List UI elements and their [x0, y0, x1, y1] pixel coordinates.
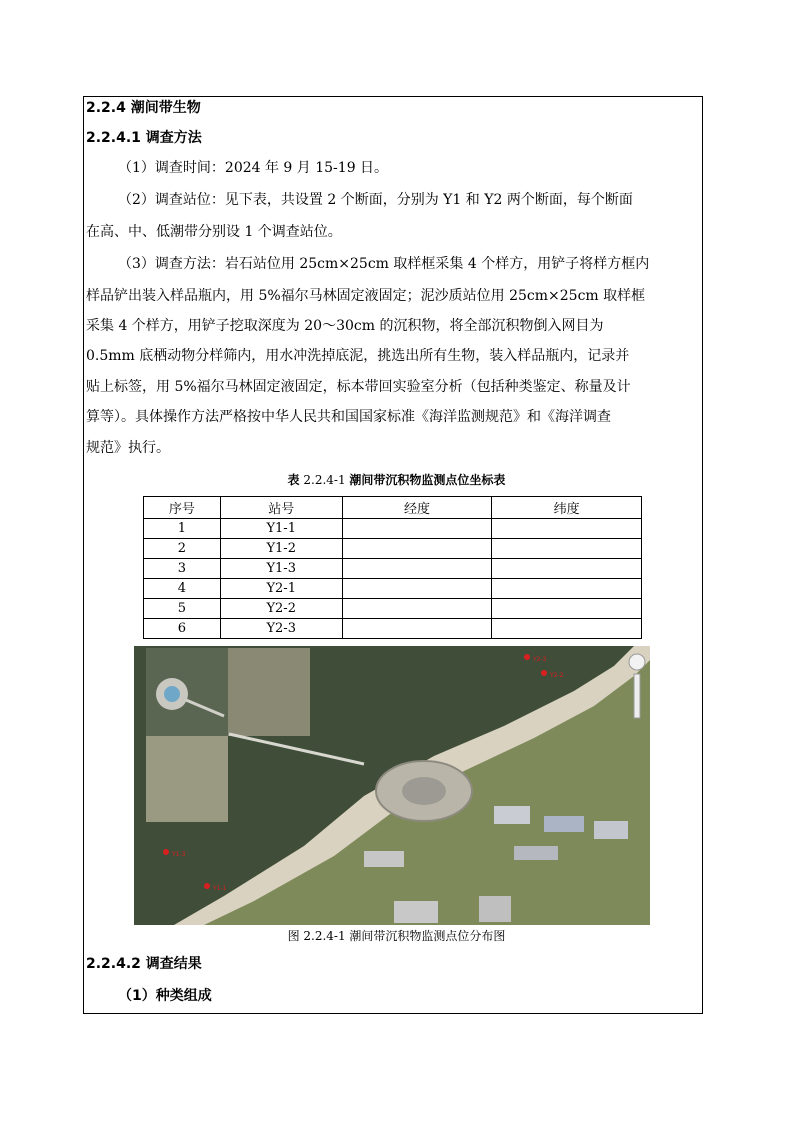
cell-latitude	[492, 579, 642, 599]
cell-station: Y1-2	[220, 539, 342, 559]
survey-method-text-5: 贴上标签，用 5%福尔马林固定液固定，标本带回实验室分析（包括种类鉴定、称量及计	[86, 379, 631, 395]
survey-method-text-4: 0.5mm 底栖动物分样筛内，用水冲洗掉底泥，挑选出所有生物，装入样品瓶内，记录并	[86, 348, 630, 364]
cell-station: Y2-2	[220, 599, 342, 619]
table-row	[144, 599, 642, 619]
cell-index: 2	[144, 539, 221, 559]
building-block	[394, 901, 438, 923]
cell-station: Y1-3	[220, 559, 342, 579]
section-heading: 2.2.4 潮间带生物	[86, 100, 201, 116]
cell-latitude	[492, 619, 642, 639]
figure-caption: 图 2.2.4-1 潮间带沉积物监测点位分布图	[287, 929, 506, 943]
cell-longitude	[342, 599, 492, 619]
table-caption	[0, 472, 793, 488]
cell-longitude	[342, 539, 492, 559]
coordinates-table	[143, 496, 642, 639]
marker-label: Y1-1	[213, 885, 227, 892]
table-row	[144, 619, 642, 639]
map-pin-icon	[204, 883, 210, 889]
species-composition-heading: （1）种类组成	[118, 988, 212, 1004]
cell-index: 3	[144, 559, 221, 579]
building-block	[514, 846, 558, 860]
cell-longitude	[342, 619, 492, 639]
table-header-row	[144, 497, 642, 519]
cell-index: 6	[144, 619, 221, 639]
cell-longitude	[342, 579, 492, 599]
building-block	[364, 851, 404, 867]
building-block	[479, 896, 511, 922]
cell-station: Y1-1	[220, 519, 342, 539]
header-longitude: 经度	[342, 497, 492, 519]
subsection-results-heading: 2.2.4.2 调查结果	[86, 956, 202, 972]
cell-longitude	[342, 519, 492, 539]
header-index: 序号	[144, 497, 221, 519]
survey-method-text-1: （3）调查方法：岩石站位用 25cm×25cm 取样框采集 4 个样方，用铲子将样方框内	[118, 256, 650, 272]
header-latitude: 纬度	[492, 497, 642, 519]
map-pin-icon	[163, 849, 169, 855]
cell-latitude	[492, 519, 642, 539]
map-pin-icon	[524, 654, 530, 660]
inset-pier-pool	[164, 686, 180, 702]
map-zoom-slider[interactable]	[634, 674, 640, 718]
cell-index: 1	[144, 519, 221, 539]
table-caption-prefix: 表	[287, 473, 300, 487]
marker-label: Y2-3	[533, 656, 547, 663]
survey-method-text-2: 样品铲出装入样品瓶内，用 5%福尔马林固定液固定；泥沙质站位用 25cm×25cm 取样框	[86, 288, 646, 304]
marker-label: Y1-3	[172, 851, 186, 858]
cell-latitude	[492, 559, 642, 579]
plaza-center	[402, 777, 446, 805]
map-compass-icon[interactable]	[629, 654, 645, 670]
survey-method-text-3: 采集 4 个样方，用铲子挖取深度为 20～30cm 的沉积物，将全部沉积物倒入网目为	[86, 318, 604, 334]
cell-latitude	[492, 539, 642, 559]
table-row	[144, 579, 642, 599]
building-block	[544, 816, 584, 832]
table-caption-number: 2.2.4-1	[299, 473, 350, 487]
marker-label: Y2-2	[550, 672, 564, 679]
cell-index: 4	[144, 579, 221, 599]
map-pin-icon	[541, 670, 547, 676]
satellite-map-graphic	[134, 646, 650, 925]
survey-station-text-2: 在高、中、低潮带分别设 1 个调查站位。	[86, 224, 342, 240]
table-row	[144, 559, 642, 579]
cell-latitude	[492, 599, 642, 619]
inset-tile-shoal	[228, 648, 310, 736]
survey-method-text-7: 规范》执行。	[86, 440, 170, 456]
survey-time-text: （1）调查时间：2024 年 9 月 15-19 日。	[118, 160, 389, 176]
cell-longitude	[342, 559, 492, 579]
cell-index: 5	[144, 599, 221, 619]
building-block	[594, 821, 628, 839]
table-caption-text: 潮间带沉积物监测点位坐标表	[349, 473, 506, 487]
table-row	[144, 519, 642, 539]
satellite-map	[134, 646, 650, 925]
subsection-method-heading: 2.2.4.1 调查方法	[86, 130, 202, 146]
cell-station: Y2-1	[220, 579, 342, 599]
building-block	[494, 806, 530, 824]
survey-station-text-1: （2）调查站位：见下表，共设置 2 个断面，分别为 Y1 和 Y2 两个断面，每个断面	[118, 192, 633, 208]
inset-tile-shallows	[146, 736, 228, 822]
header-station: 站号	[220, 497, 342, 519]
survey-method-text-6: 算等）。具体操作方法严格按中华人民共和国国家标准《海洋监测规范》和《海洋调查	[86, 409, 611, 425]
cell-station: Y2-3	[220, 619, 342, 639]
table-row	[144, 539, 642, 559]
